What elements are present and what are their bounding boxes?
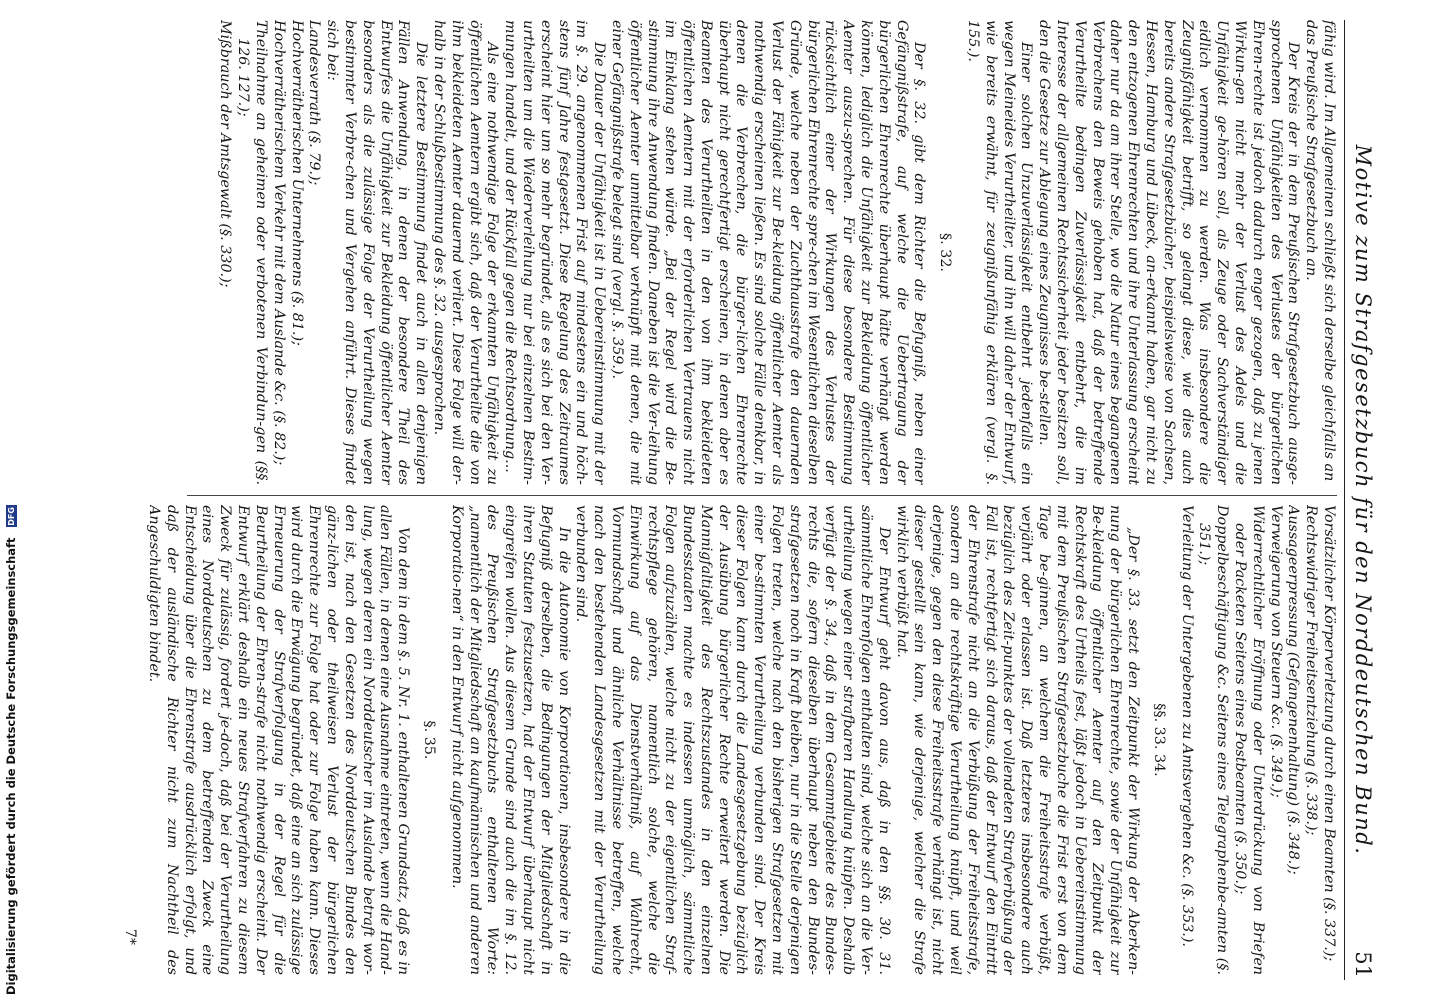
paragraph: In die Autonomie von Korporationen, insbesondere in die Befugniß derselben, die Bedingungen der Mitgliedschaft in ihren Statuten festzusetzen, hat der Entwurf überhaupt nicht eingreifen wollen. Aus diesem Grunde sind auch die im §. 12. des Preußischen Strafgesetzbuchs enthaltenen Worte: „namentlich der Mitgliedschaft an kaufmännischen und anderen Korporatio-nen“ in den Entwurf nicht aufgenommen. [448, 505, 572, 975]
rotated-page-content [35, 20, 1375, 980]
dfg-notice [4, 507, 18, 995]
paragraph: Von dem in dem §. 5. Nr. 1. enthaltenen Grundsatz, daß es in allen Fällen, in denen eine Ausnahme eintreten, wenn die Hand-lung, wegen deren ein Norddeutscher im Auslande betraft wor-den ist, nach den Gesetzen des Norddeutschen Bundes den gänz-lichen oder theilweisen Verlust der bürgerlichen Ehrenrechte zur Folge hat oder zur Folge haben kann. Dieses wird durch die Erwägung begründet, daß eine an sich zulässige Erneuerung der Strafverfolgung in der Regel für die Beurtheilung der Ehren-strafe nicht nothwendig erscheint. Der Entwurf erklärt deshalb ein neues Strafverfahren zu diesem Zweck für zulässig, fordert je-doch, daß bei der Verurtheilung eines Norddeutschen zu dem betreffenden Zweck eine Entscheidung über die Ehrenstrafe ausdrücklich erfolgt, und daß der ausländische Richter nicht zum Nachtheil des Angeschuldigten bindet. [146, 505, 412, 975]
page-header [1344, 20, 1375, 980]
dfg-notice-text: Digitalisierung gefördert durch die Deutsche Forschungsgemeinschaft [4, 537, 18, 995]
running-title: Motive zum Strafgesetzbuch für den Norddeutschen Bund. [1351, 144, 1375, 856]
list-item: Aussageerpressung (Gefangenenhaltung) (§. 348.); [1285, 505, 1302, 875]
list-item: Hochverrätherischen Unternehmens (§. 81.); [288, 20, 305, 346]
paragraph: Der §. 32. gibt dem Richter die Befugniß, neben einer Gefängnißstrafe, auf welche die Uebertragung der bürgerlichen Ehrenrechte überhaupt hätte verhängt werden können, lediglich die Unfähigkeit zur Bekleidung öffentlicher Aemter auszu-sprechen. Für diese besondere Bestimmung rücksichtlich einer der Wirkungen des Verlustes der bürgerlichen Ehrenrechte spre-chen im Wesentlichen dieselben Gründe, welche neben der Zuchthausstrafe den dauernden Verlust der Fähigkeit zur Be-kleidung öffentlicher Aemter als nothwendig erscheinen ließen. Es sind solche Fälle denkbar, in denen die Verbrechen, die bürger-lichen Ehrenrechte überhaupt nicht gerechtfertigt erscheinen, in denen aber es Beamten des Verurtheilten in den von ihm bekleideten öffentlichen Aemtern mit der erforderlichen Vertrauens nicht im Einklang stehen würde. „Bei der Regel wird die Be-stimmung ihre Anwendung finden. Daneben ist die Ver-leihung öffentlicher Aemter unmittelbar verknüpft mit denen, die mit einer Gefängnißstrafe belegt sind (vergl. §. 359.). [608, 20, 928, 485]
paragraph: Die letztere Bestimmung findet auch in allen denjenigen Fällen Anwendung, in denen der besondere Theil des Entwurfes die Unfähigkeit zur Bekleidung öffentlicher Aemter besonders als die zulässige Folge der Verurtheilung wegen bestimmter Verbre-chen und Vergehen anführt. Dieses findet sich bei: [324, 20, 430, 485]
list-item: Verleitung der Untergebenen zu Amtsvergehen &c. (§. 353.). [1178, 505, 1195, 947]
section-heading: §. 35. [420, 720, 437, 760]
page-number: 51 [1351, 951, 1375, 978]
section-heading: §. 32. [937, 233, 954, 272]
section-heading: §§. 33. 34. [1150, 703, 1167, 777]
list-item: Verweigerung von Steuern &c. (§. 349.); [1267, 505, 1284, 798]
right-column [37, 505, 1337, 975]
list-item: Theilnahme an geheimen oder verbotenen Verbindun-gen (§§. 126. 127.); [235, 20, 269, 485]
paragraph: Einer solchen Unzuverlässigkeit entbehrt jedenfalls ein wegen Meineides Verurtheilter, und ihn will daher der Entwurf, wie bereits erwähnt, für zeugnißunfähig erklären (vergl. §. 155.). [965, 20, 1035, 485]
list-item: Mißbrauch der Amtsgewalt (§. 330.); [217, 20, 234, 288]
offence-list [216, 20, 323, 485]
offence-list-continued [1177, 505, 1337, 975]
column-divider [187, 495, 1337, 496]
list-item: Landesverrath (§. 79.); [306, 20, 323, 186]
paragraph: Der Entwurf geht davon aus, daß in den §§. 30. 31. sämmtliche Ehrenfolgen enthalten sind, welche sich an die Ver-urtheilung wegen einer strafbaren Handlung knüpfen. Deshalb verfügt der §. 34., daß in dem Gesammtgebiete des Bundes-rechts die, sofern dieselben überhaupt neben den Bundes-strafgesetzen noch in Kraft bleiben, nur in die Stelle derjenigen Folgen treten, welche nach den bisherigen Strafgesetzen mit einer be-stimmten Verurtheilung verbunden sind. Der Kreis dieser Folgen kann durch die Landesgesetzgebung bezüglich der Ausübung bürgerlicher Rechte erweitert werden. Die Mannigfaltigkeit des Rechtszustandes in den einzelnen Bundesstaaten machte es indessen unmöglich, sämmtliche Folgen aufzuzählen, welche nicht zu der eigentlichen Straf-rechtspflege gehören, namentlich solche, welche die Einwirkung auf das Dienstverhältniß, auf Wahlrecht, Vormundschaft und ähnliche Verhältnisse betreffen, welche nach den bestehenden Landesgesetzen mit der Verurtheilung verbunden sind. [573, 505, 892, 975]
paragraph: Die Dauer der Unfähigkeit ist in Uebereinstimmung mit der im §. 29. angenommenen Frist auf mindestens ein und höch-stens fünf Jahre festgesetzt. Diese Regelung des Zeitraumes erscheint hier um so mehr begründet, als es sich bei den Ver-urtheilten um die Wiederverleihung nur bei einzelnen Bestim-mungen handelt, und der Rückfall gegen die Rechtsordnung... [502, 20, 608, 485]
paragraph: „Der §. 33. setzt den Zeitpunkt der Wirkung der Aberken-nung der bürgerlichen Ehrenrechte, sowie der Unfähigkeit zur Be-kleidung öffentlicher Aemter auf den Zeitpunkt der Rechtskraft des Urtheils fest, läßt jedoch in Uebereinstimmung mit dem Preußischen Strafgesetzbuche die Frist erst von dem Tage be-ginnen, an welchem die Freiheitsstrafe verbüßt, verjährt oder erlassen ist. Daß letzteres insbesondere auch bezüglich des Zeit-punktes der vollendeten Strafverbüßung der Fall ist, rechtfertigt sich daraus, daß der Entwurf den Eintritt der Ehrenstrafe nicht an die Verbüßung der Freiheitsstrafe, sondern an die rechtskräftige Verurtheilung knüpft, und weil derjenige, gegen den diese Freiheitsstrafe verhängt ist, nicht dieser gestellt sein kann, wie derjenige, welcher die Strafe wirklich verbüßt hat. [893, 505, 1142, 975]
list-item: Doppelbeschäftigung &c. Seitens eines Telegraphenbe-amten (§. 351.); [1196, 505, 1231, 975]
list-item: Widerrechtlicher Eröffnung oder Unterdrückung von Briefen oder Packeten Seitens eines Postbeamten (§. 350.); [1232, 505, 1266, 975]
list-item: Vorsätzlicher Körperverletzung durch einen Beamten (§. 337.); [1321, 505, 1337, 962]
list-item: Rechtswidriger Freiheitsentziehung (§. 338.); [1303, 505, 1320, 836]
left-column [37, 20, 1337, 485]
paragraph: Der Kreis der in dem Preußischen Strafgesetzbuch ausge-sprochenen Unfähigkeiten des Verlustes der bürgerlichen Ehren-rechte ist jedoch dadurch enger gezogen, daß zu jenen Wirkun-gen nicht mehr der Verlust des Adels und die Unfähigkeit ge-hören soll, als Zeuge oder Sachverständiger eidlich vernommen zu werden. Was insbesondere die Zeugnißfähigkeit betrifft, so gelangt diese, wie dies auch bereits andere Strafgesetzbücher, beispielsweise von Sachsen, Hessen, Hamburg und Lübeck, an-erkannt haben, gar nicht zu den entzogenen Ehrenrechten und ihre Unterlassung erscheint daher nur da am ihrer Stelle, wo die Natur eines begangenen Verbrechens den Beweis gehoben hat, daß der betreffende Verurtheilte bedingen Zuverlässigkeit entbehrt, die im Interesse der allgemeinen Rechtssicherheit jeder besitzen soll, den die Gesetze zur Ablegung eines Zeugnisses be-stellen. [1036, 20, 1302, 485]
list-item: Hochverrätherischem Verkehr mit dem Auslande &c. (§. 82.); [270, 20, 287, 466]
paragraph: Als eine nothwendige Folge der erkannten Unfähigkeit zu öffentlichen Aemtern ergibt sich, daß der Verurtheilte die von ihm bekleideten Aemter dauernd verliert. Diese Folge will der-halb in der Schlußbestimmung des §. 32. ausgesprochen. [430, 20, 501, 485]
signature-mark: 7* [122, 928, 139, 945]
text-line: fähig wird. Im Allgemeinen schließt sich derselbe gleichfalls an [1321, 20, 1337, 482]
text-line: das Preußische Strafgesetzbuch an. [1303, 20, 1320, 281]
dfg-logo-icon: DFG [7, 507, 16, 526]
